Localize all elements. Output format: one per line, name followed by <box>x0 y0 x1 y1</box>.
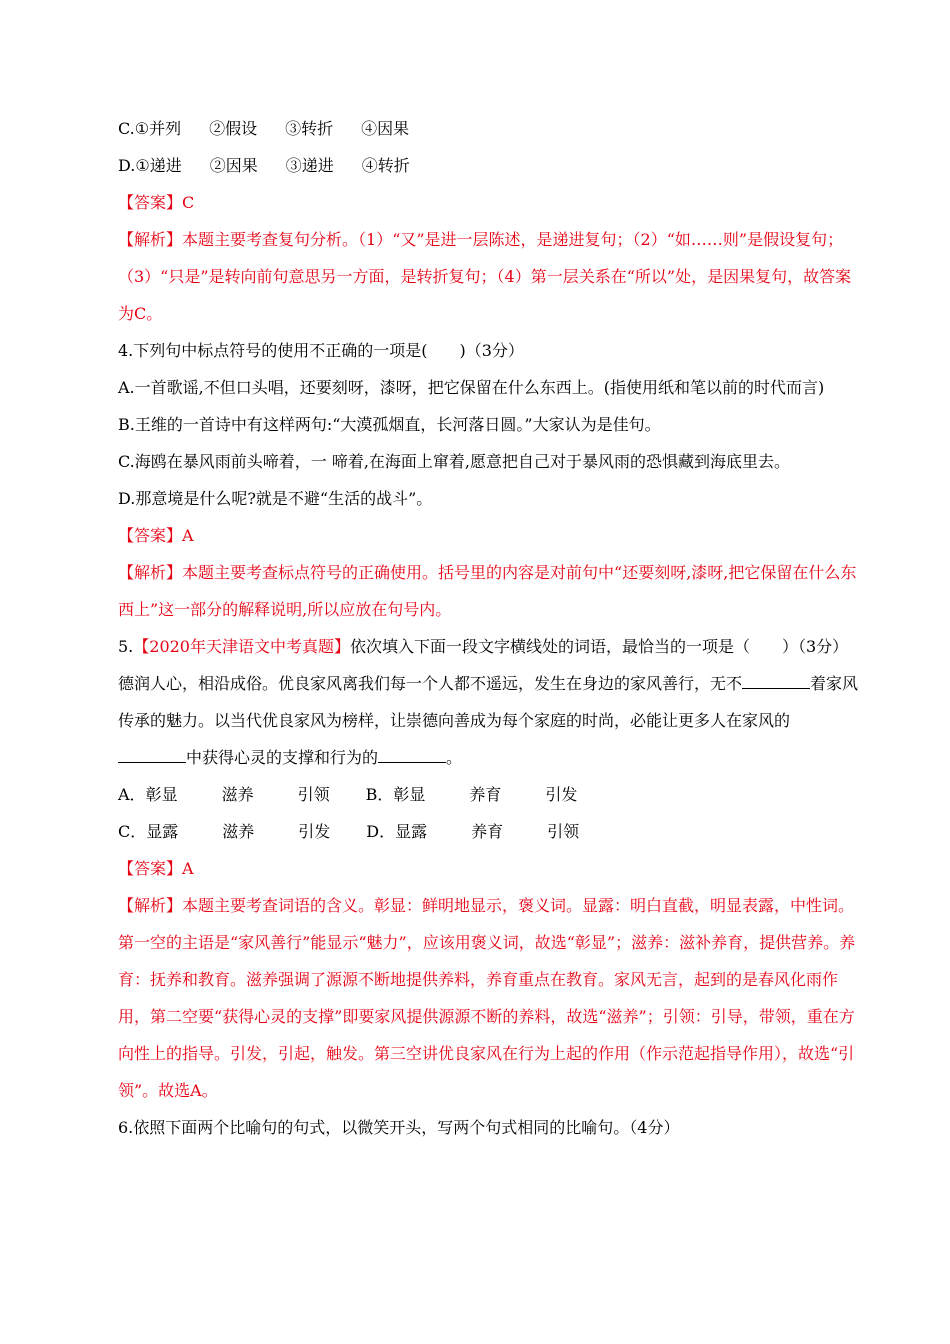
q5-blank-1 <box>742 670 810 689</box>
q4-option-a: A.一首歌谣,不但口头唱，还要刻呀，漆呀，把它保留在什么东西上。(指使用纸和笔以前的时代而言) <box>118 378 825 397</box>
q4-option-c: C.海鸥在暴风雨前头啼着，一 啼着,在海面上窜着,愿意把自己对于暴风雨的恐惧藏到海底里去。 <box>118 452 791 471</box>
q5-source: 【2020年天津语文中考真题】 <box>133 637 350 656</box>
q3-analysis: 【解析】本题主要考查复句分析。（1）“又”是进一层陈述，是递进复句；（2）“如……则”是假设复句；（3）“只是”是转向前句意思另一方面，是转折复句；（4）第一层关系在“所以”处，是因果复句，故答案为C。 <box>118 230 852 323</box>
q4-analysis: 【解析】本题主要考查标点符号的正确使用。括号里的内容是对前句中“还要刻呀,漆呀,把它保留在什么东西上”这一部分的解释说明,所以应放在句号内。 <box>118 563 857 619</box>
q5-answer: 【答案】A <box>118 859 194 878</box>
q4-option-b: B.王维的一首诗中有这样两句:“大漠孤烟直，长河落日圆。”大家认为是佳句。 <box>118 415 661 434</box>
q3-answer: 【答案】C <box>118 193 195 212</box>
q5-blank-3 <box>378 744 446 763</box>
q4-stem: 4.下列句中标点符号的使用不正确的一项是( )（3分） <box>118 341 524 360</box>
q5-passage: 德润人心，相沿成俗。优良家风离我们每一个人都不遥远，发生在身边的家风善行，无不 着家风传承的魅力。以当代优良家风为榜样，让崇德向善成为每个家庭的时尚，必能让更多人在家风的 中获得心灵的支撑和行为的 。 <box>88 665 860 776</box>
q4-option-d: D.那意境是什么呢?就是不避“生活的战斗”。 <box>118 489 433 508</box>
q5-options-ab: A．彰显 滋养 引领 B．彰显 养育 引发 <box>118 785 578 804</box>
q4-answer: 【答案】A <box>118 526 194 545</box>
q5-stem: 5.【2020年天津语文中考真题】依次填入下面一段文字横线处的词语，最恰当的一项是（ ）（3分） <box>118 637 849 656</box>
q3-option-c: C.①并列 ②假设 ③转折 ④因果 <box>118 119 410 138</box>
document-page <box>88 110 860 1146</box>
q5-blank-2 <box>118 744 186 763</box>
q5-options-cd: C．显露 滋养 引发 D．显露 养育 引领 <box>118 822 580 841</box>
q6-stem: 6.依照下面两个比喻句的句式，以微笑开头，写两个句式相同的比喻句。（4分） <box>118 1118 680 1137</box>
q3-option-d: D.①递进 ②因果 ③递进 ④转折 <box>118 156 410 175</box>
q5-analysis: 【解析】本题主要考查词语的含义。彰显：鲜明地显示，褒义词。显露：明白直截，明显表露，中性词。第一空的主语是“家风善行”能显示“魅力”，应该用褒义词，故选“彰显”；滋养：滋补养育，提供营养。养育：抚养和教育。滋养强调了源源不断地提供养料，养育重点在教育。家风无言，起到的是春风化雨作用，第二空要“获得心灵的支撑”即要家风提供源源不断的养料，故选“滋养”；引领：引导，带领，重在方向性上的指导。引发，引起，触发。第三空讲优良家风在行为上起的作用（作示范起指导作用），故选“引领”。故选A。 <box>118 896 856 1100</box>
